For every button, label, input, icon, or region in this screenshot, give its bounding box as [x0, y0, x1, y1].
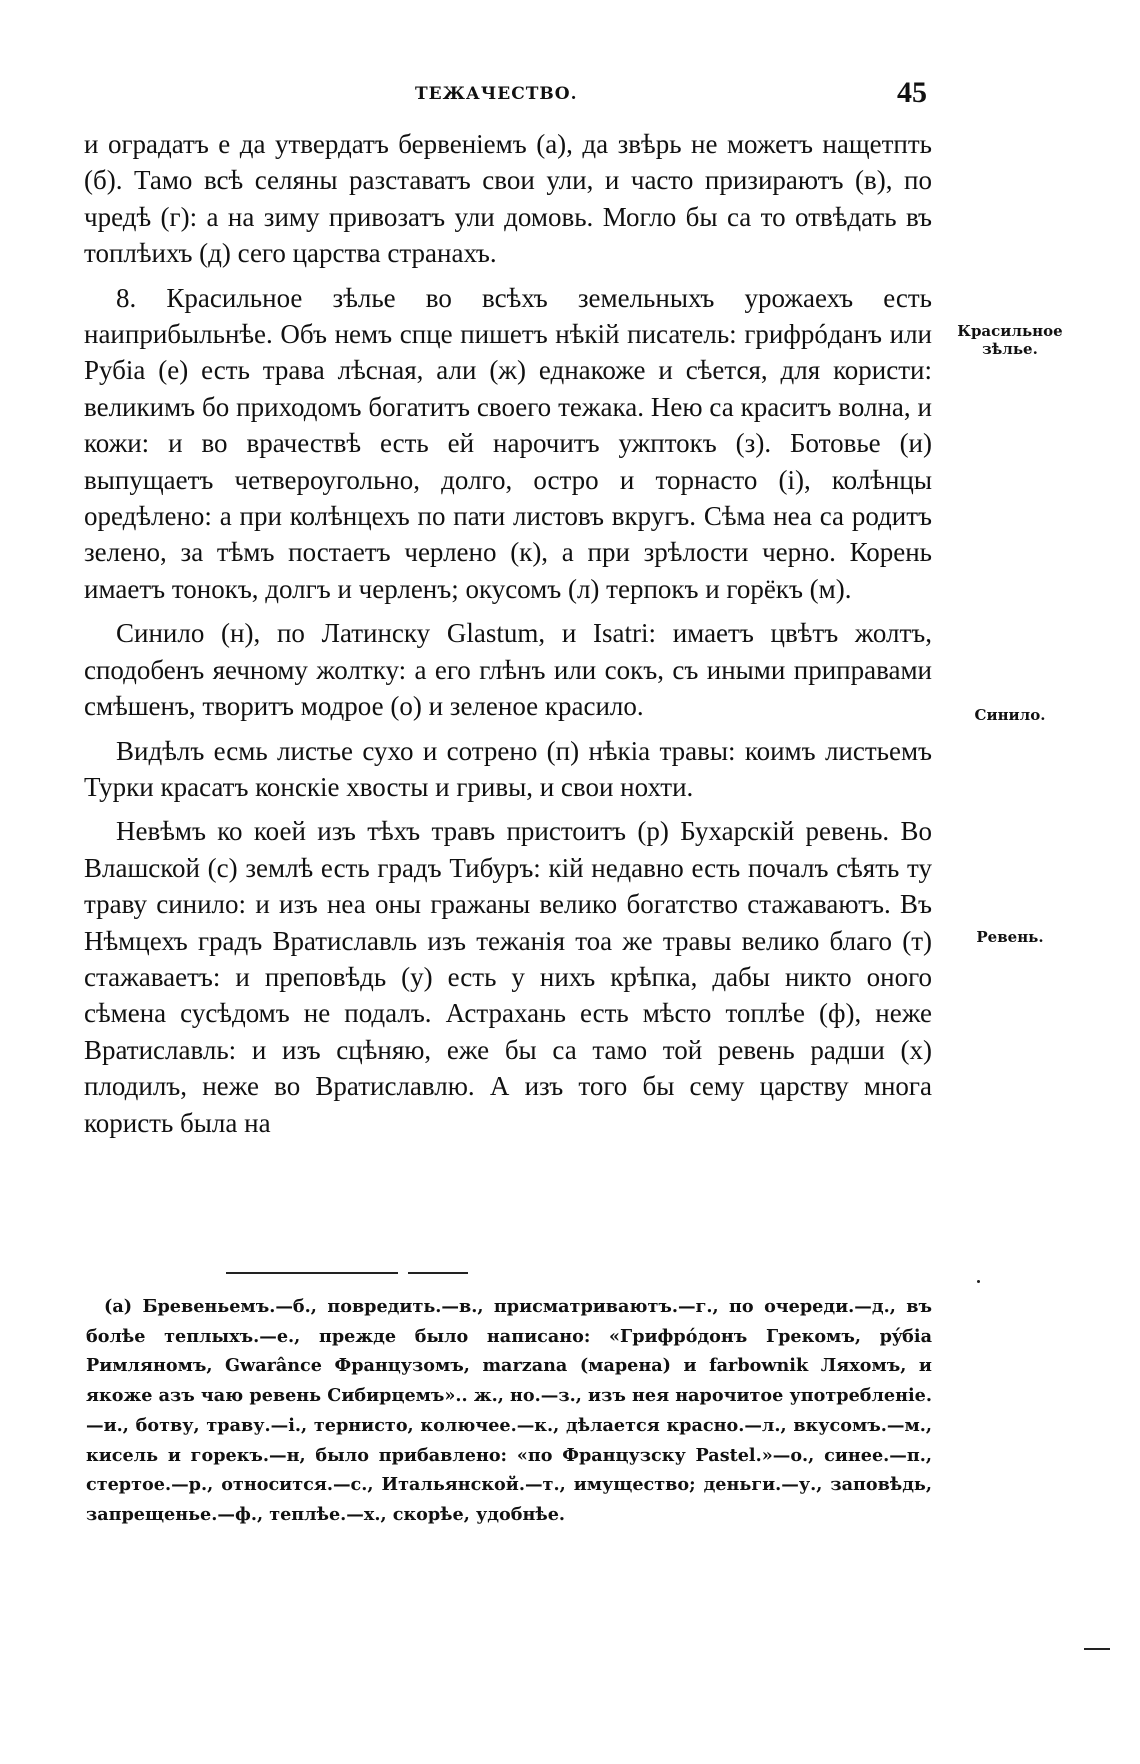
- speck: [977, 1280, 980, 1283]
- edge-mark: [1084, 1648, 1110, 1650]
- page-number: 45: [897, 76, 927, 109]
- margin-note-reven: Ревень.: [976, 928, 1044, 946]
- footnotes: [86, 1292, 932, 1530]
- running-title: ТЕЖАЧЕСТВО.: [415, 84, 578, 104]
- margin-note-sinilo: Синило.: [974, 706, 1046, 724]
- paragraph: 8. Красильное зѣлье во всѣхъ земельныхъ урожаехъ есть наиприбыльнѣе. Объ немъ спце пишетъ нѣкій писатель: грифрóданъ или Рубіа (е) есть трава лѣсная, али (ж) еднакоже и сѣется, для користи: великимъ бо приходомъ богатитъ своего тежака. Нею са краситъ волна, и кожи: и во врачествѣ есть ей нарочитъ ужптокъ (з). Ботовье (и) выпущаетъ четвероугольно, долго, остро и торнасто (і), колѣнцы оредѣлено: а при колѣнцехъ по пати листовъ вкругъ. Сѣма неа са родитъ зелено, за тѣмъ постаетъ черлено (к), а при зрѣлости черно. Корень имаетъ тонокъ, долгъ и черленъ; окусомъ (л) терпокъ и горёкъ (м).: [84, 282, 932, 604]
- margin-note-krasilnoe: Красильное зѣлье.: [957, 322, 1063, 358]
- footnote-rule: [226, 1272, 398, 1274]
- paragraph: Невѣмъ ко коей изъ тѣхъ травъ пристоитъ (р) Бухарскій ревень. Во Влашской (с) землѣ есть градъ Тибуръ: кій недавно есть почалъ сѣять ту траву синило: и изъ неа оны гражаны велико богатство стажаваютъ. Въ Нѣмцехъ градъ Вратиславль изъ тежанія тоа же травы велико благо (т) стажаваетъ: и преповѣдь (у) есть у нихъ крѣпка, дабы никто оного сѣмена суcѣдомъ не подалъ. Астрахань есть мѣсто топлѣе (ф), неже Вратиславль: и изъ сцѣняю, еже бы са тамо той ревень радши (х) плодилъ, неже во Вратиславлю. А изъ того бы сему царству многа користь была на: [84, 816, 932, 1138]
- paragraph: и оградатъ е да утвердатъ бервеніемъ (а), да звѣрь не можетъ нащетпть (б). Тамо всѣ селяны разставатъ свои ули, и часто призираютъ (в), по чредѣ (г): а на зиму привозатъ ули домовь. Могло бы са то отвѣдать въ топлѣихъ (д) сего царства странахъ.: [84, 129, 932, 269]
- footnote-rule: [408, 1272, 468, 1274]
- main-text: [84, 126, 932, 1141]
- footnote-text: (а) Бревеньемъ.—б., повредить.—в., присматриваютъ.—г., по очереди.—д., въ болѣе теплыхъ.—е., прежде было написано: «Грифрóдонъ Грекомъ, рýбіа Римляномъ, Gwarânce Французомъ, marzana (марена) и farbownik Ляхомъ, и якоже азъ чаю ревень Сибирцемъ».. ж., но.—з., изъ нея нарочитое употребленіе.—и., ботву, траву.—і., тернисто, колючее.—к., дѣлается красно.—л., вкусомъ.—м., кисель и горекъ.—н, было прибавлено: «по Французску Pastel.»—о., синее.—п., стертое.—р., относится.—с., Итальянской.—т., имущество; деньги.—у., заповѣдь, запрещенье.—ф., теплѣе.—х., скорѣе, удобнѣе.: [86, 1296, 932, 1525]
- paragraph: Видѣлъ есмь листье сухо и сотрено (п) нѣкіа травы: коимъ листьемъ Турки красатъ конскіе хвосты и гривы, и свои нохти.: [84, 735, 932, 802]
- paragraph: Синило (н), по Латинску Glastum, и Isatri: имаетъ цвѣтъ жолтъ, сподобенъ яечному жолтку: а его глѣнъ или сокъ, съ иными приправами смѣшенъ, творитъ модрое (о) и зеленое красило.: [84, 618, 932, 722]
